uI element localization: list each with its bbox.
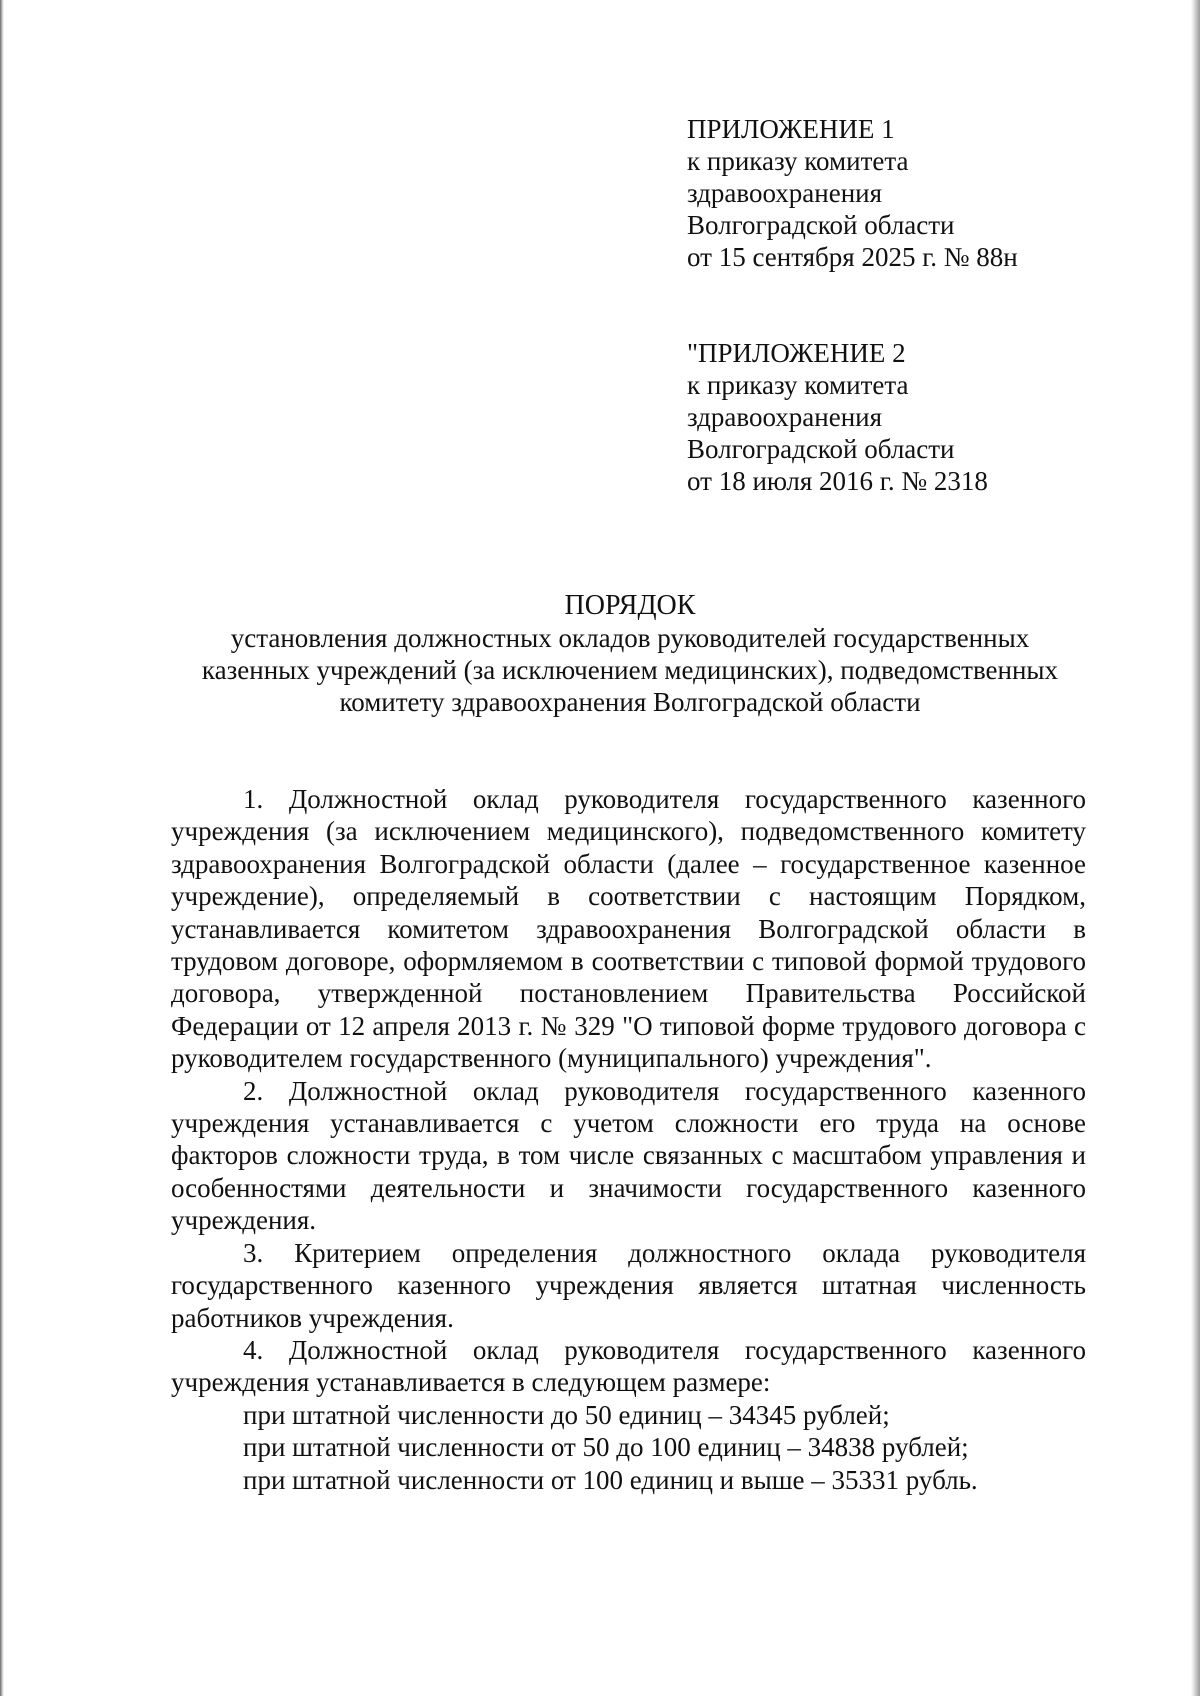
attachment-1-line: Волгоградской области: [687, 210, 955, 240]
attachment-1-line: здравоохранения: [687, 178, 883, 208]
document-title: ПОРЯДОК: [564, 590, 696, 621]
document-body: [171, 783, 1086, 1496]
paragraph-1: 1. Должностной оклад руководителя государственного казенного учреждения (за исключением медицинского), подведомственного комитету здравоохранения Волгоградской области (далее – государственное казенное учреждение), определяемый в соответствии с настоящим Порядком, устанавливается комитетом здравоохранения Волгоградской области в трудовом договоре, оформляемом в соответствии с типовой формой трудового договора, утвержденной постановлением Правительства Российской Федерации от 12 апреля 2013 г. № 329 "О типовой форме трудового договора с руководителем государственного (муниципального) учреждения".: [171, 784, 1086, 1074]
scan-edge-left: [0, 0, 4, 1696]
attachment-2-block: [687, 337, 1157, 497]
attachment-1-block: [687, 113, 1157, 273]
paragraph-3: 3. Критерием определения должностного оклада руководителя государственного казенного учреждения является штатная численность работников учреждения.: [171, 1237, 1086, 1333]
salary-list-item: при штатной численности от 50 до 100 единиц – 34838 рублей;: [243, 1432, 969, 1463]
document-subtitle-line: установления должностных окладов руководителей государственных: [230, 623, 1030, 653]
salary-list-item: при штатной численности до 50 единиц – 34345 рублей;: [243, 1399, 890, 1430]
salary-list-item: при штатной численности от 100 единиц и выше – 35331 рубль.: [243, 1464, 978, 1495]
attachment-2-line: здравоохранения: [687, 402, 883, 432]
document-subtitle-line: комитету здравоохранения Волгоградской области: [339, 687, 921, 717]
attachment-2-date: от 18 июля 2016 г. № 2318: [687, 466, 988, 496]
attachment-1-heading: ПРИЛОЖЕНИЕ 1: [687, 114, 895, 144]
attachment-1-line: к приказу комитета: [687, 146, 909, 176]
scan-edge-right: [1191, 0, 1200, 1696]
paragraph-2: 2. Должностной оклад руководителя государственного казенного учреждения устанавливается с учетом сложности его труда на основе факторов сложности труда, в том числе связанных с масштабом управления и особенностями деятельности и значимости государственного казенного учреждения.: [171, 1075, 1086, 1236]
attachment-1-date: от 15 сентября 2025 г. № 88н: [687, 242, 1018, 272]
attachment-2-heading: "ПРИЛОЖЕНИЕ 2: [687, 338, 906, 368]
paragraph-4: 4. Должностной оклад руководителя государственного казенного учреждения устанавливается в следующем размере:: [171, 1334, 1086, 1398]
document-subtitle-line: казенных учреждений (за исключением медицинских), подведомственных: [201, 655, 1059, 685]
document-title-block: [140, 590, 1120, 718]
attachment-2-line: к приказу комитета: [687, 370, 909, 400]
attachment-2-line: Волгоградской области: [687, 434, 955, 464]
